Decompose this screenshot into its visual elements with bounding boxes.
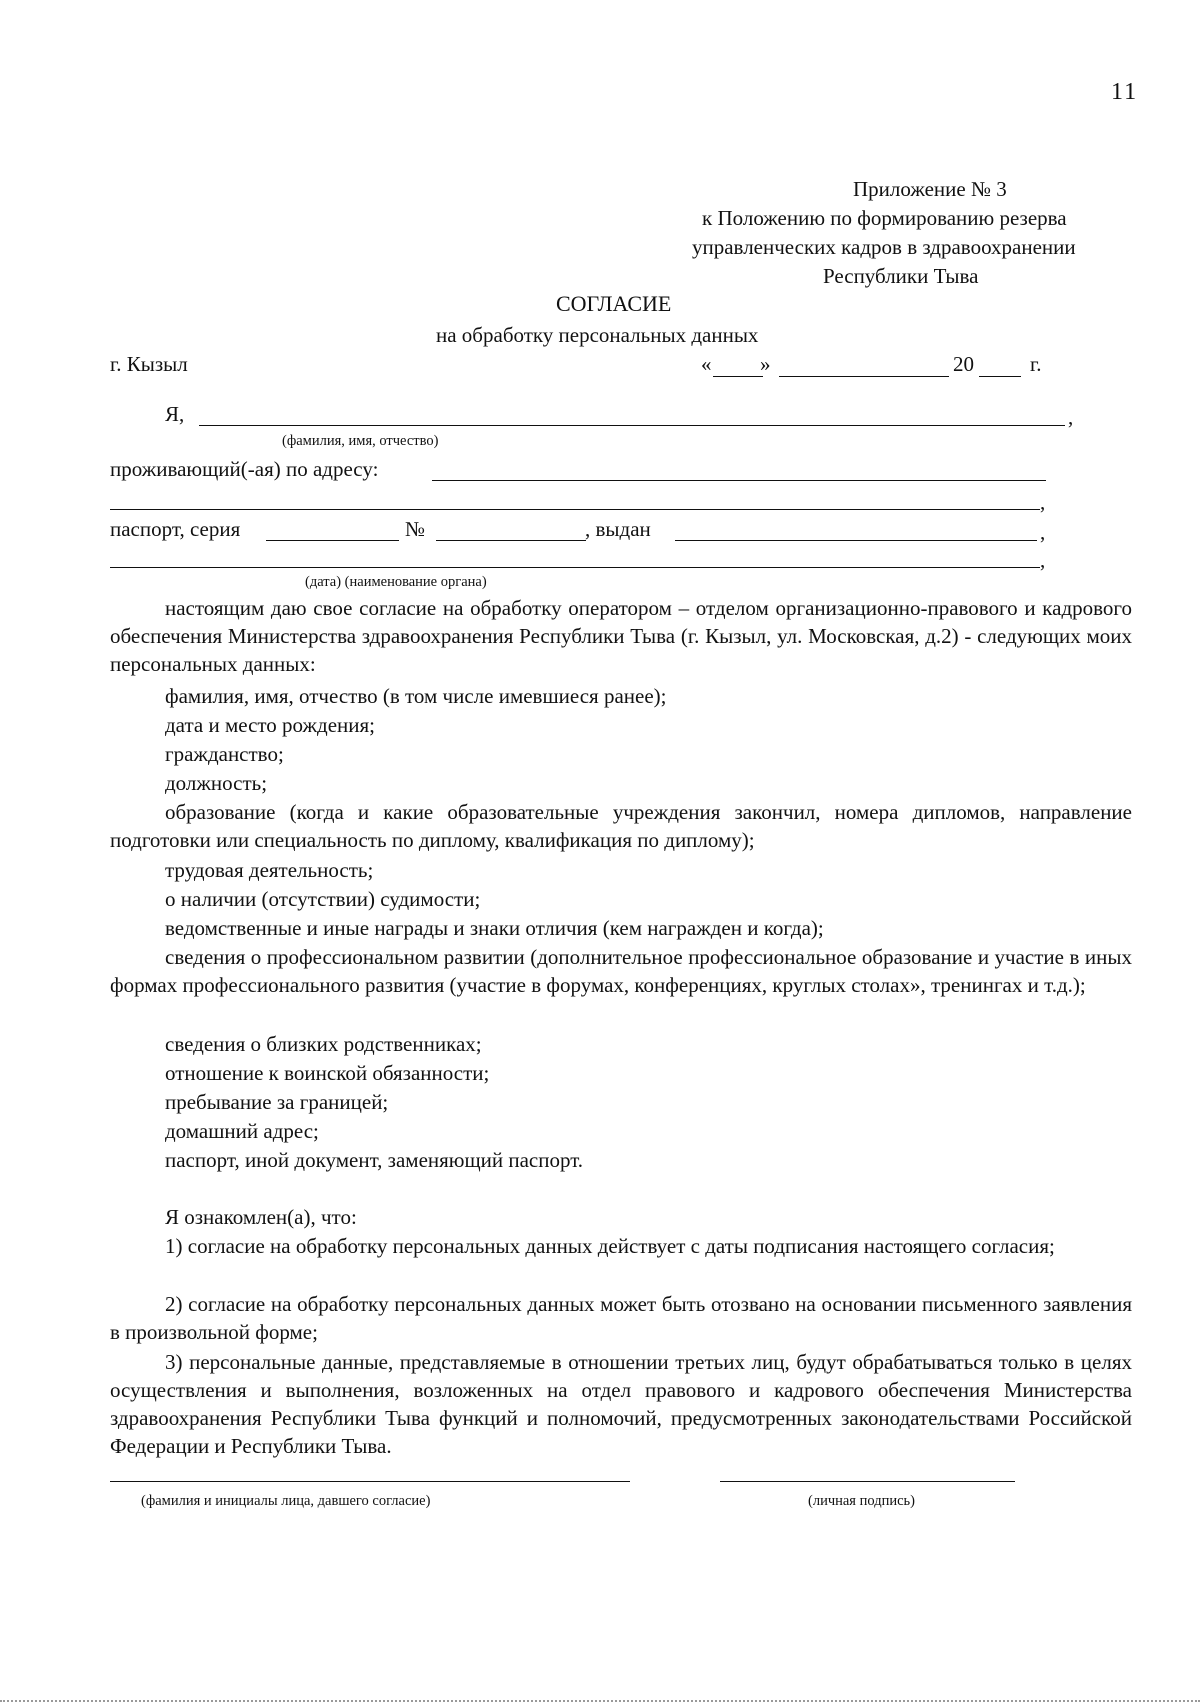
address-comma: , (1040, 490, 1046, 514)
issued-label: , выдан (585, 517, 651, 541)
data-item: трудовая деятельность; (165, 858, 374, 882)
issuer-comma: , (1040, 548, 1046, 572)
acknowledged-intro: Я ознакомлен(а), что: (165, 1205, 357, 1229)
data-item: домашний адрес; (165, 1119, 319, 1143)
i-label: Я, (165, 402, 185, 426)
data-item: ведомственные и иные награды и знаки отличия (кем награжден и когда); (165, 916, 824, 940)
address-line-2[interactable] (110, 509, 1040, 510)
page-number: 11 (1111, 79, 1139, 105)
intro-paragraph: настоящим даю свое согласие на обработку оператором – отделом организационно-правового и кадрового обеспечения Министерства здравоохранения Республики Тыва (г. Кызыл, ул. Московская, д.2) - следующих моих персональных данных: (110, 596, 1132, 676)
acknowledged-item: 2) согласие на обработку персональных данных может быть отозвано на основании письменного заявления в произвольной форме; (110, 1292, 1132, 1344)
number-label: № (405, 517, 426, 541)
date-open-quote: « (701, 352, 712, 376)
date-year-line[interactable] (979, 376, 1021, 377)
appendix-line-3: управленческих кадров в здравоохранении (692, 235, 1076, 259)
document-subtitle: на обработку персональных данных (436, 323, 759, 347)
passport-number-line[interactable] (436, 540, 586, 541)
fio-line[interactable] (199, 425, 1065, 426)
issuer-caption: (дата) (наименование органа) (305, 574, 487, 590)
appendix-line-4: Республики Тыва (823, 264, 979, 288)
appendix-line-2: к Положению по формированию резерва (702, 206, 1067, 230)
data-item: сведения о профессиональном развитии (дополнительное профессиональное образование и участие в иных формах профессионального развития (участие в форумах, конференциях, круглых столах», тренингах и т.д.); (110, 945, 1132, 997)
data-item: дата и место рождения; (165, 713, 376, 737)
passport-series-line[interactable] (266, 540, 399, 541)
data-item: образование (когда и какие образовательные учреждения закончил, номера дипломов, направление подготовки или специальность по диплому, квалификация по диплому); (110, 800, 1132, 852)
date-year-prefix: 20 (953, 352, 974, 376)
signature-name-line[interactable] (110, 1481, 630, 1482)
data-item: фамилия, имя, отчество (в том числе имевшиеся ранее); (165, 684, 667, 708)
city-label: г. Кызыл (110, 352, 188, 376)
passport-comma: , (1040, 520, 1046, 544)
data-item: должность; (165, 771, 268, 795)
signature-name-caption: (фамилия и инициалы лица, давшего согласие) (141, 1493, 431, 1509)
passport-issuer-line-2[interactable] (110, 567, 1040, 568)
acknowledged-item: 1) согласие на обработку персональных данных действует с даты подписания настоящего согласия; (165, 1234, 1055, 1258)
document-title: СОГЛАСИЕ (556, 291, 672, 316)
address-label: проживающий(-ая) по адресу: (110, 457, 379, 481)
acknowledged-item: 3) персональные данные, представляемые в отношении третьих лиц, будут обрабатываться только в целях осуществления и выполнения, возложенных на отдел правового и кадрового обеспечения Министерства здравоохранения Республики Тыва функций и полномочий, предусмотренных законодательствами Российской Федерации и Республики Тыва. (110, 1350, 1132, 1458)
data-item: сведения о близких родственниках; (165, 1032, 482, 1056)
data-item: о наличии (отсутствии) судимости; (165, 887, 481, 911)
date-close-quote: » (760, 352, 771, 376)
passport-issuer-line[interactable] (675, 540, 1037, 541)
address-line[interactable] (432, 480, 1046, 481)
data-item: паспорт, иной документ, заменяющий паспорт. (165, 1148, 584, 1172)
date-year-suffix: г. (1030, 352, 1042, 376)
fio-comma: , (1068, 405, 1074, 429)
signature-sign-caption: (личная подпись) (808, 1493, 915, 1509)
appendix-line-1: Приложение № 3 (853, 177, 1007, 201)
data-item: гражданство; (165, 742, 284, 766)
signature-sign-line[interactable] (720, 1481, 1015, 1482)
data-item: отношение к воинской обязанности; (165, 1061, 490, 1085)
passport-label: паспорт, серия (110, 517, 241, 541)
data-item: пребывание за границей; (165, 1090, 389, 1114)
date-day-line[interactable] (713, 376, 763, 377)
fio-caption: (фамилия, имя, отчество) (282, 433, 439, 449)
scan-edge-artifact (0, 1700, 1200, 1702)
date-month-line[interactable] (779, 376, 949, 377)
